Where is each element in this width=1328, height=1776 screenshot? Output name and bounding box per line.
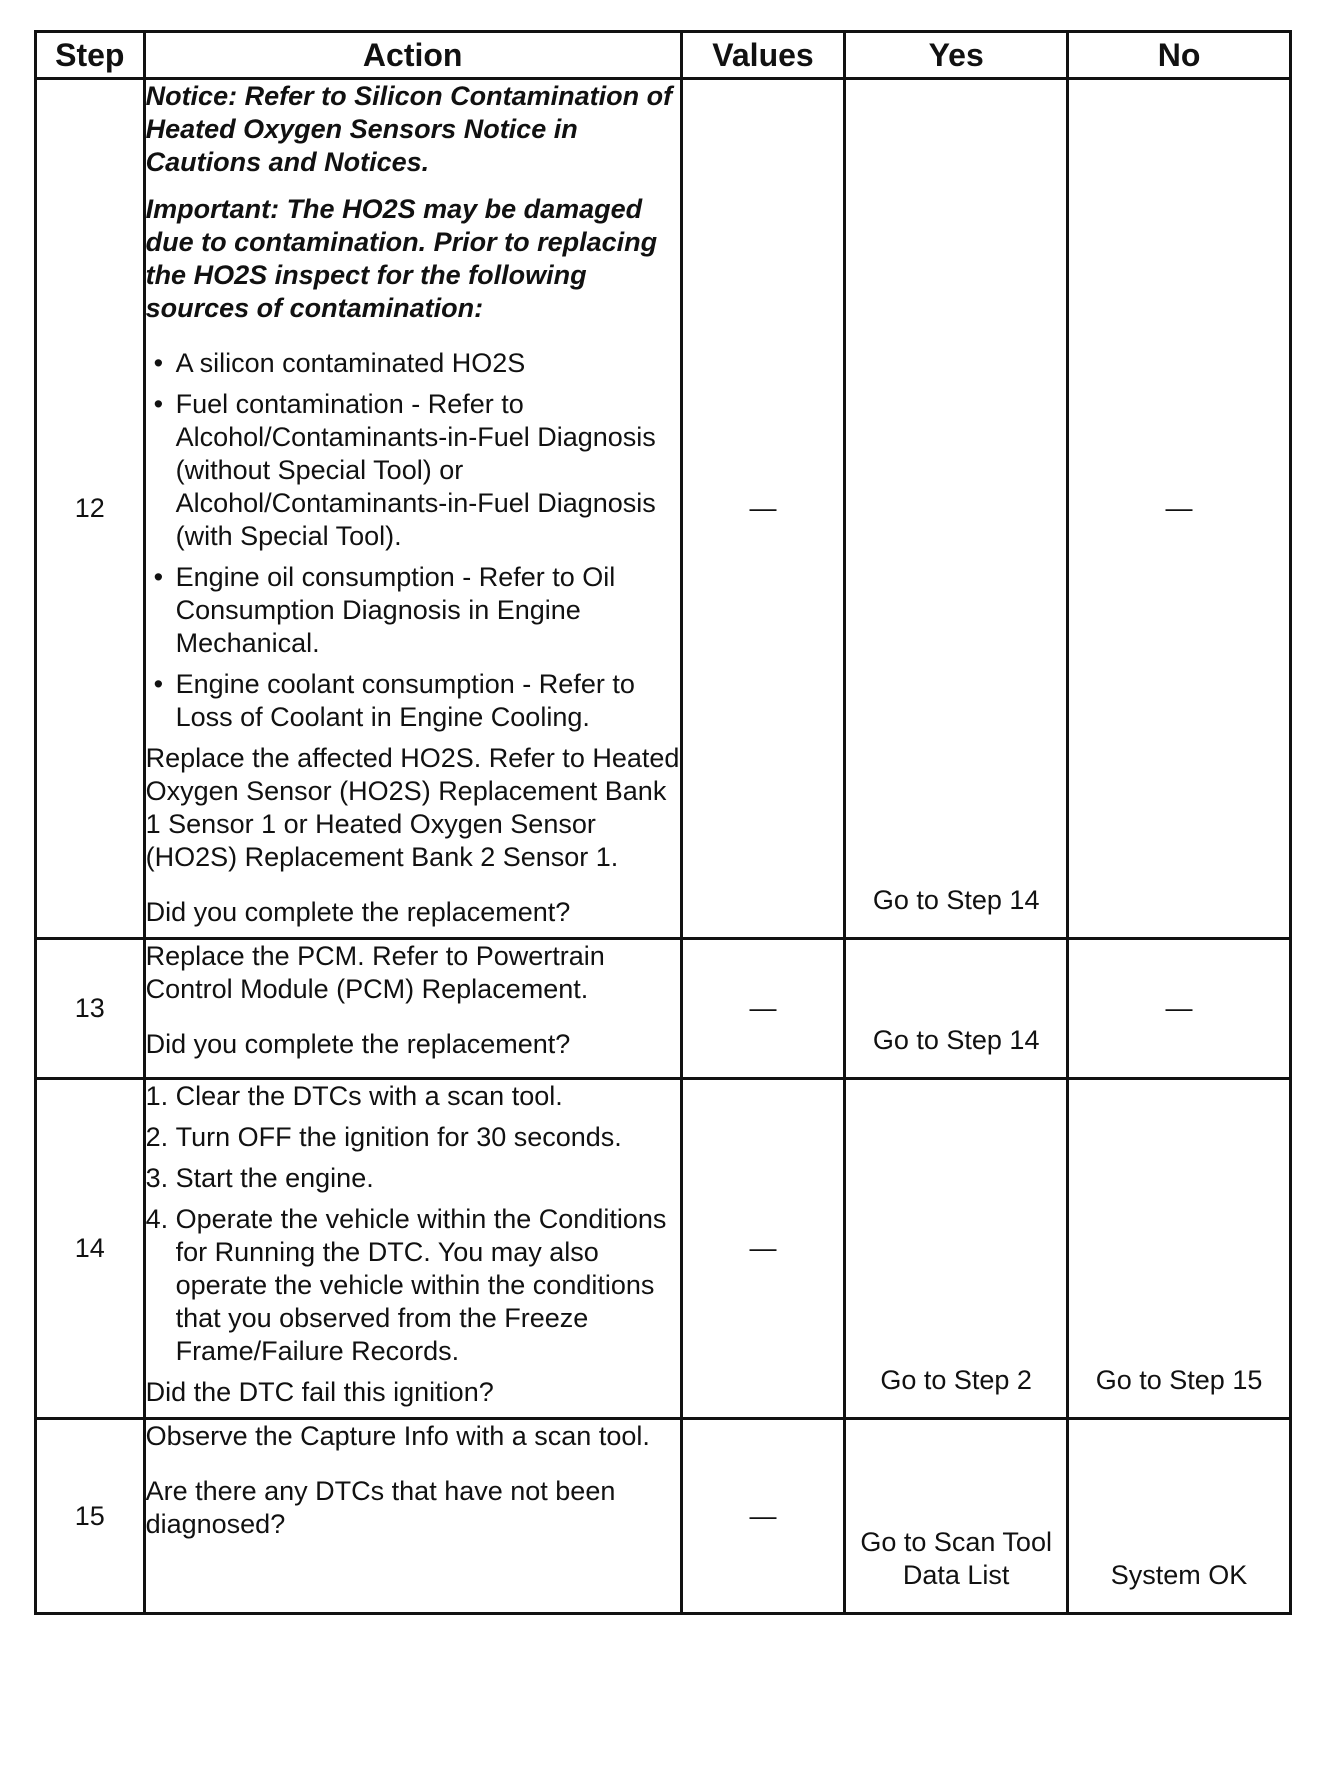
contamination-sources-list (146, 347, 680, 734)
action-cell (144, 79, 681, 939)
action-cell (144, 939, 681, 1079)
yes-answer: Go to Scan Tool Data List (860, 1527, 1052, 1590)
question-text: Are there any DTCs that have not been diagnosed? (145, 1476, 616, 1539)
bullet-icon: • (153, 348, 164, 378)
step-row-12 (36, 79, 1291, 939)
yes-answer: Go to Step 14 (872, 885, 1040, 915)
no-answer: Go to Step 15 (1095, 1365, 1263, 1395)
list-item: 4. Operate the vehicle within the Conditions for Running the DTC. You may also operate the vehicle within the conditions that you observed from the Freeze Frame/Failure Records. (145, 1204, 667, 1366)
action-cell (144, 1419, 681, 1614)
list-item: • Engine oil consumption - Refer to Oil Consumption Diagnosis in Engine Mechanical. (153, 562, 616, 658)
no-cell: — (1068, 79, 1291, 939)
values-cell: — (681, 939, 844, 1079)
step-number: 14 (36, 1079, 145, 1419)
step-number: 12 (36, 79, 145, 939)
yes-cell (845, 1079, 1068, 1419)
bullet-icon: • (153, 389, 164, 419)
yes-cell (845, 1419, 1068, 1614)
bullet-icon: • (153, 562, 164, 592)
step-row-15 (36, 1419, 1291, 1614)
header-action: Action (144, 32, 681, 79)
question-text: Did you complete the replacement? (145, 1029, 571, 1059)
values-cell: — (681, 79, 844, 939)
no-cell: — (1068, 939, 1291, 1079)
step-number: 13 (36, 939, 145, 1079)
header-step: Step (36, 32, 145, 79)
yes-cell (845, 79, 1068, 939)
yes-answer: Go to Step 14 (872, 1025, 1040, 1055)
question-text: Did the DTC fail this ignition? (145, 1377, 494, 1407)
action-cell (144, 1079, 681, 1419)
bullet-icon: • (153, 669, 164, 699)
procedure-list (146, 1080, 680, 1368)
instruction-text: Replace the affected HO2S. Refer to Heated Oxygen Sensor (HO2S) Replacement Bank 1 Sensor 1 or Heated Oxygen Sensor (HO2S) Replacement Bank 2 Sensor 1. (145, 743, 680, 872)
question-text: Did you complete the replacement? (145, 897, 571, 927)
no-answer: System OK (1110, 1560, 1248, 1590)
no-cell (1068, 1419, 1291, 1614)
header-row (36, 32, 1291, 79)
values-cell: — (681, 1079, 844, 1419)
no-cell (1068, 1079, 1291, 1419)
instruction-text: Observe the Capture Info with a scan tool. (145, 1421, 650, 1451)
step-number: 15 (36, 1419, 145, 1614)
header-values: Values (681, 32, 844, 79)
step-row-13 (36, 939, 1291, 1079)
step-row-14 (36, 1079, 1291, 1419)
header-no: No (1068, 32, 1291, 79)
instruction-text: Replace the PCM. Refer to Powertrain Control Module (PCM) Replacement. (145, 941, 605, 1004)
yes-cell (845, 939, 1068, 1079)
list-item: • A silicon contaminated HO2S (153, 348, 526, 378)
list-item: • Engine coolant consumption - Refer to Loss of Coolant in Engine Cooling. (153, 669, 635, 732)
list-item: 1. Clear the DTCs with a scan tool. (145, 1081, 563, 1111)
list-item: 3. Start the engine. (145, 1163, 374, 1193)
diagnostic-table (34, 30, 1292, 1615)
list-item: • Fuel contamination - Refer to Alcohol/Contaminants-in-Fuel Diagnosis (without Special Tool) or Alcohol/Contaminants-in-Fuel Diagnosis (with Special Tool). (153, 389, 656, 551)
important-text: Important: The HO2S may be damaged due to contamination. Prior to replacing the HO2S inspect for the following sources of contamination: (145, 194, 658, 323)
list-item: 2. Turn OFF the ignition for 30 seconds. (145, 1122, 622, 1152)
header-yes: Yes (845, 32, 1068, 79)
values-cell: — (681, 1419, 844, 1614)
yes-answer: Go to Step 2 (880, 1365, 1032, 1395)
notice-text: Notice: Refer to Silicon Contamination of Heated Oxygen Sensors Notice in Cautions and Notices. (145, 81, 673, 177)
